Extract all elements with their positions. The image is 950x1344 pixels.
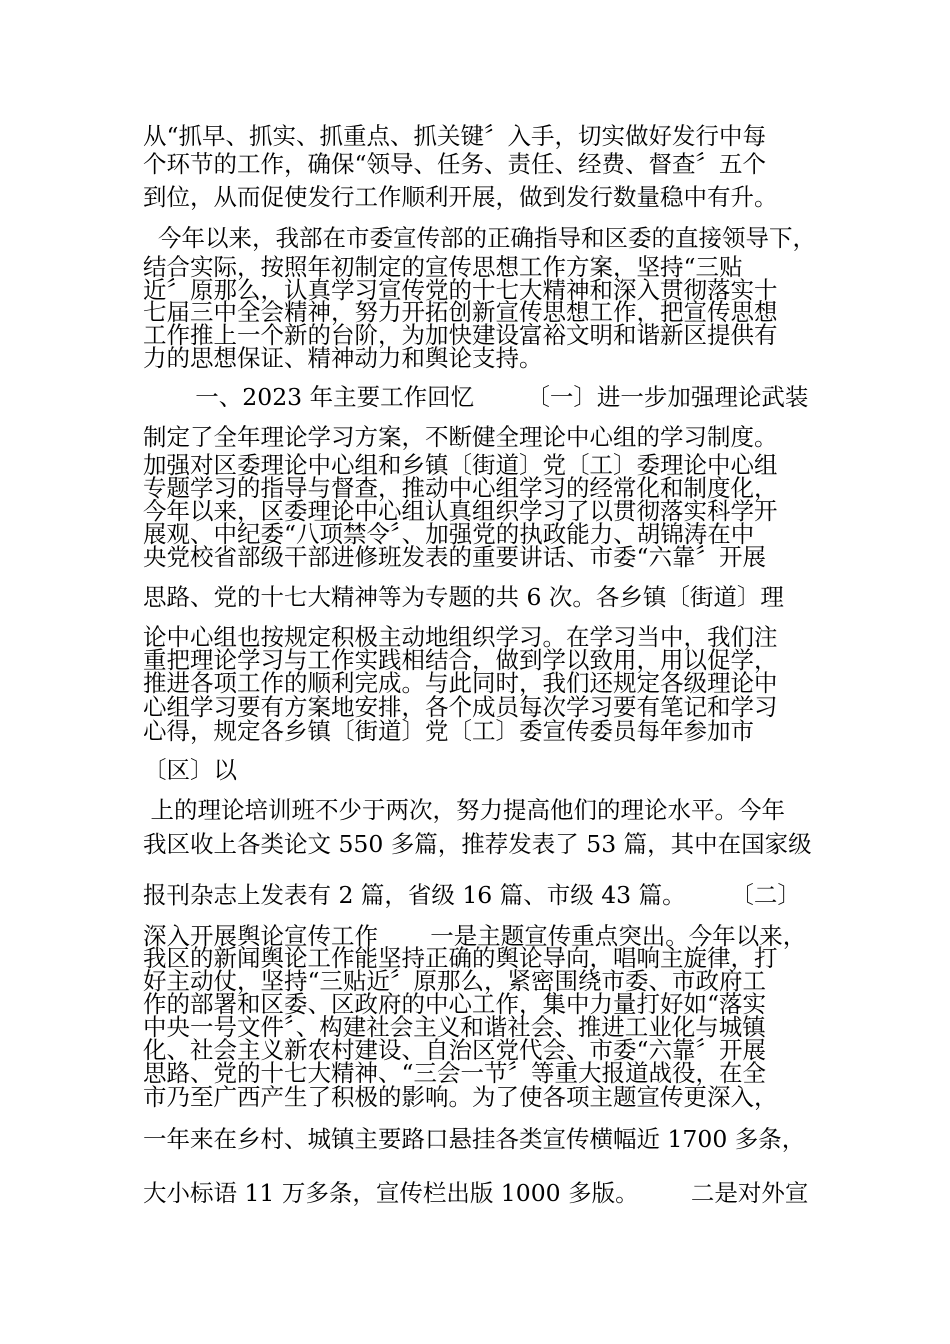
- text-line: 心得，规定各乡镇〔街道〕党〔工〕委宣传委员每年参加市: [143, 717, 754, 745]
- text-line: 思路、党的十七大精神、“三会一节〞等重大报道战役，在全: [143, 1059, 767, 1087]
- text-line: 中央一号文件〞、构建社会主义和谐社会、推进工业化与城镇: [143, 1013, 766, 1041]
- text-line: 我区收上各类论文 550 多篇，推荐发表了 53 篇，其中在国家级: [143, 830, 812, 858]
- text-line: 工作推上一个新的台阶，为加快建设富裕文明和谐新区提供有: [143, 321, 778, 349]
- text-line: 心组学习要有方案地安排，各个成员每次学习要有笔记和学习: [143, 693, 778, 721]
- text-line: 个环节的工作，确保“领导、任务、责任、经费、督查〞五个: [143, 150, 767, 178]
- text-line: 报刊杂志上发表有 2 篇，省级 16 篇、市级 43 篇。 〔二〕: [143, 881, 801, 909]
- text-line: 我区的新闻舆论工作能坚持正确的舆论导向，唱响主旋律，打: [143, 944, 778, 972]
- text-line: 化、社会主义新农村建设、自治区党代会、市委“六靠〞开展: [143, 1036, 767, 1064]
- section-heading-line: 一、2023 年主要工作回忆 〔一〕进一步加强理论武装: [143, 383, 809, 411]
- text-line: 加强对区委理论中心组和乡镇〔街道〕党〔工〕委理论中心组: [143, 451, 778, 479]
- text-line: 制定了全年理论学习方案，不断健全理论中心组的学习制度。: [143, 423, 778, 451]
- text-line: 深入开展舆论宣传工作 一是主题宣传重点突出。今年以来，: [143, 922, 807, 950]
- text-line: 近〞原那么，认真学习宣传党的十七大精神和深入贯彻落实十: [143, 276, 778, 304]
- text-line: 〔区〕以: [143, 756, 237, 784]
- text-line: 推进各项工作的顺利完成。与此同时，我们还规定各级理论中: [143, 669, 778, 697]
- text-line: 专题学习的指导与督查，推动中心组学习的经常化和制度化，: [143, 474, 778, 502]
- text-line: 央党校省部级干部进修班发表的重要讲话、市委“六靠〞开展: [143, 543, 767, 571]
- text-line: 到位，从而促使发行工作顺利开展，做到发行数量稳中有升。: [143, 183, 778, 211]
- text-line: 一年来在乡村、城镇主要路口悬挂各类宣传横幅近 1700 多条，: [143, 1125, 806, 1153]
- text-line: 今年以来，区委理论中心组认真组织学习了以贯彻落实科学开: [143, 497, 778, 525]
- text-line: 好主动仗，坚持“三贴近〞原那么，紧密围绕市委、市政府工: [143, 967, 767, 995]
- text-line: 作的部署和区委、区政府的中心工作，集中力量打好如“落实: [143, 990, 767, 1018]
- text-line: 结合实际，按照年初制定的宣传思想工作方案，坚持“三贴: [143, 253, 743, 281]
- text-line: 大小标语 11 万多条，宣传栏出版 1000 多版。 二是对外宣: [143, 1179, 809, 1207]
- text-line: 七届三中全会精神，努力开拓创新宣传思想工作，把宣传思想: [143, 298, 778, 326]
- text-line: 思路、党的十七大精神等为专题的共 6 次。各乡镇〔街道〕理: [143, 583, 784, 611]
- text-line: 力的思想保证、精神动力和舆论支持。: [143, 344, 543, 372]
- text-line: 今年以来，我部在市委宣传部的正确指导和区委的直接领导下，: [143, 224, 816, 252]
- text-line: 展观、中纪委“八项禁令〞、加强党的执政能力、胡锦涛在中: [143, 520, 755, 548]
- text-line: 上的理论培训班不少于两次，努力提高他们的理论水平。今年: [143, 796, 785, 824]
- text-line: 市乃至广西产生了积极的影响。为了使各项主题宣传更深入，: [143, 1083, 778, 1111]
- text-line: 论中心组也按规定积极主动地组织学习。在学习当中，我们注: [143, 623, 778, 651]
- text-line: 重把理论学习与工作实践相结合，做到学以致用，用以促学，: [143, 646, 778, 674]
- text-line: 从“抓早、抓实、抓重点、抓关键〞入手，切实做好发行中每: [143, 122, 767, 150]
